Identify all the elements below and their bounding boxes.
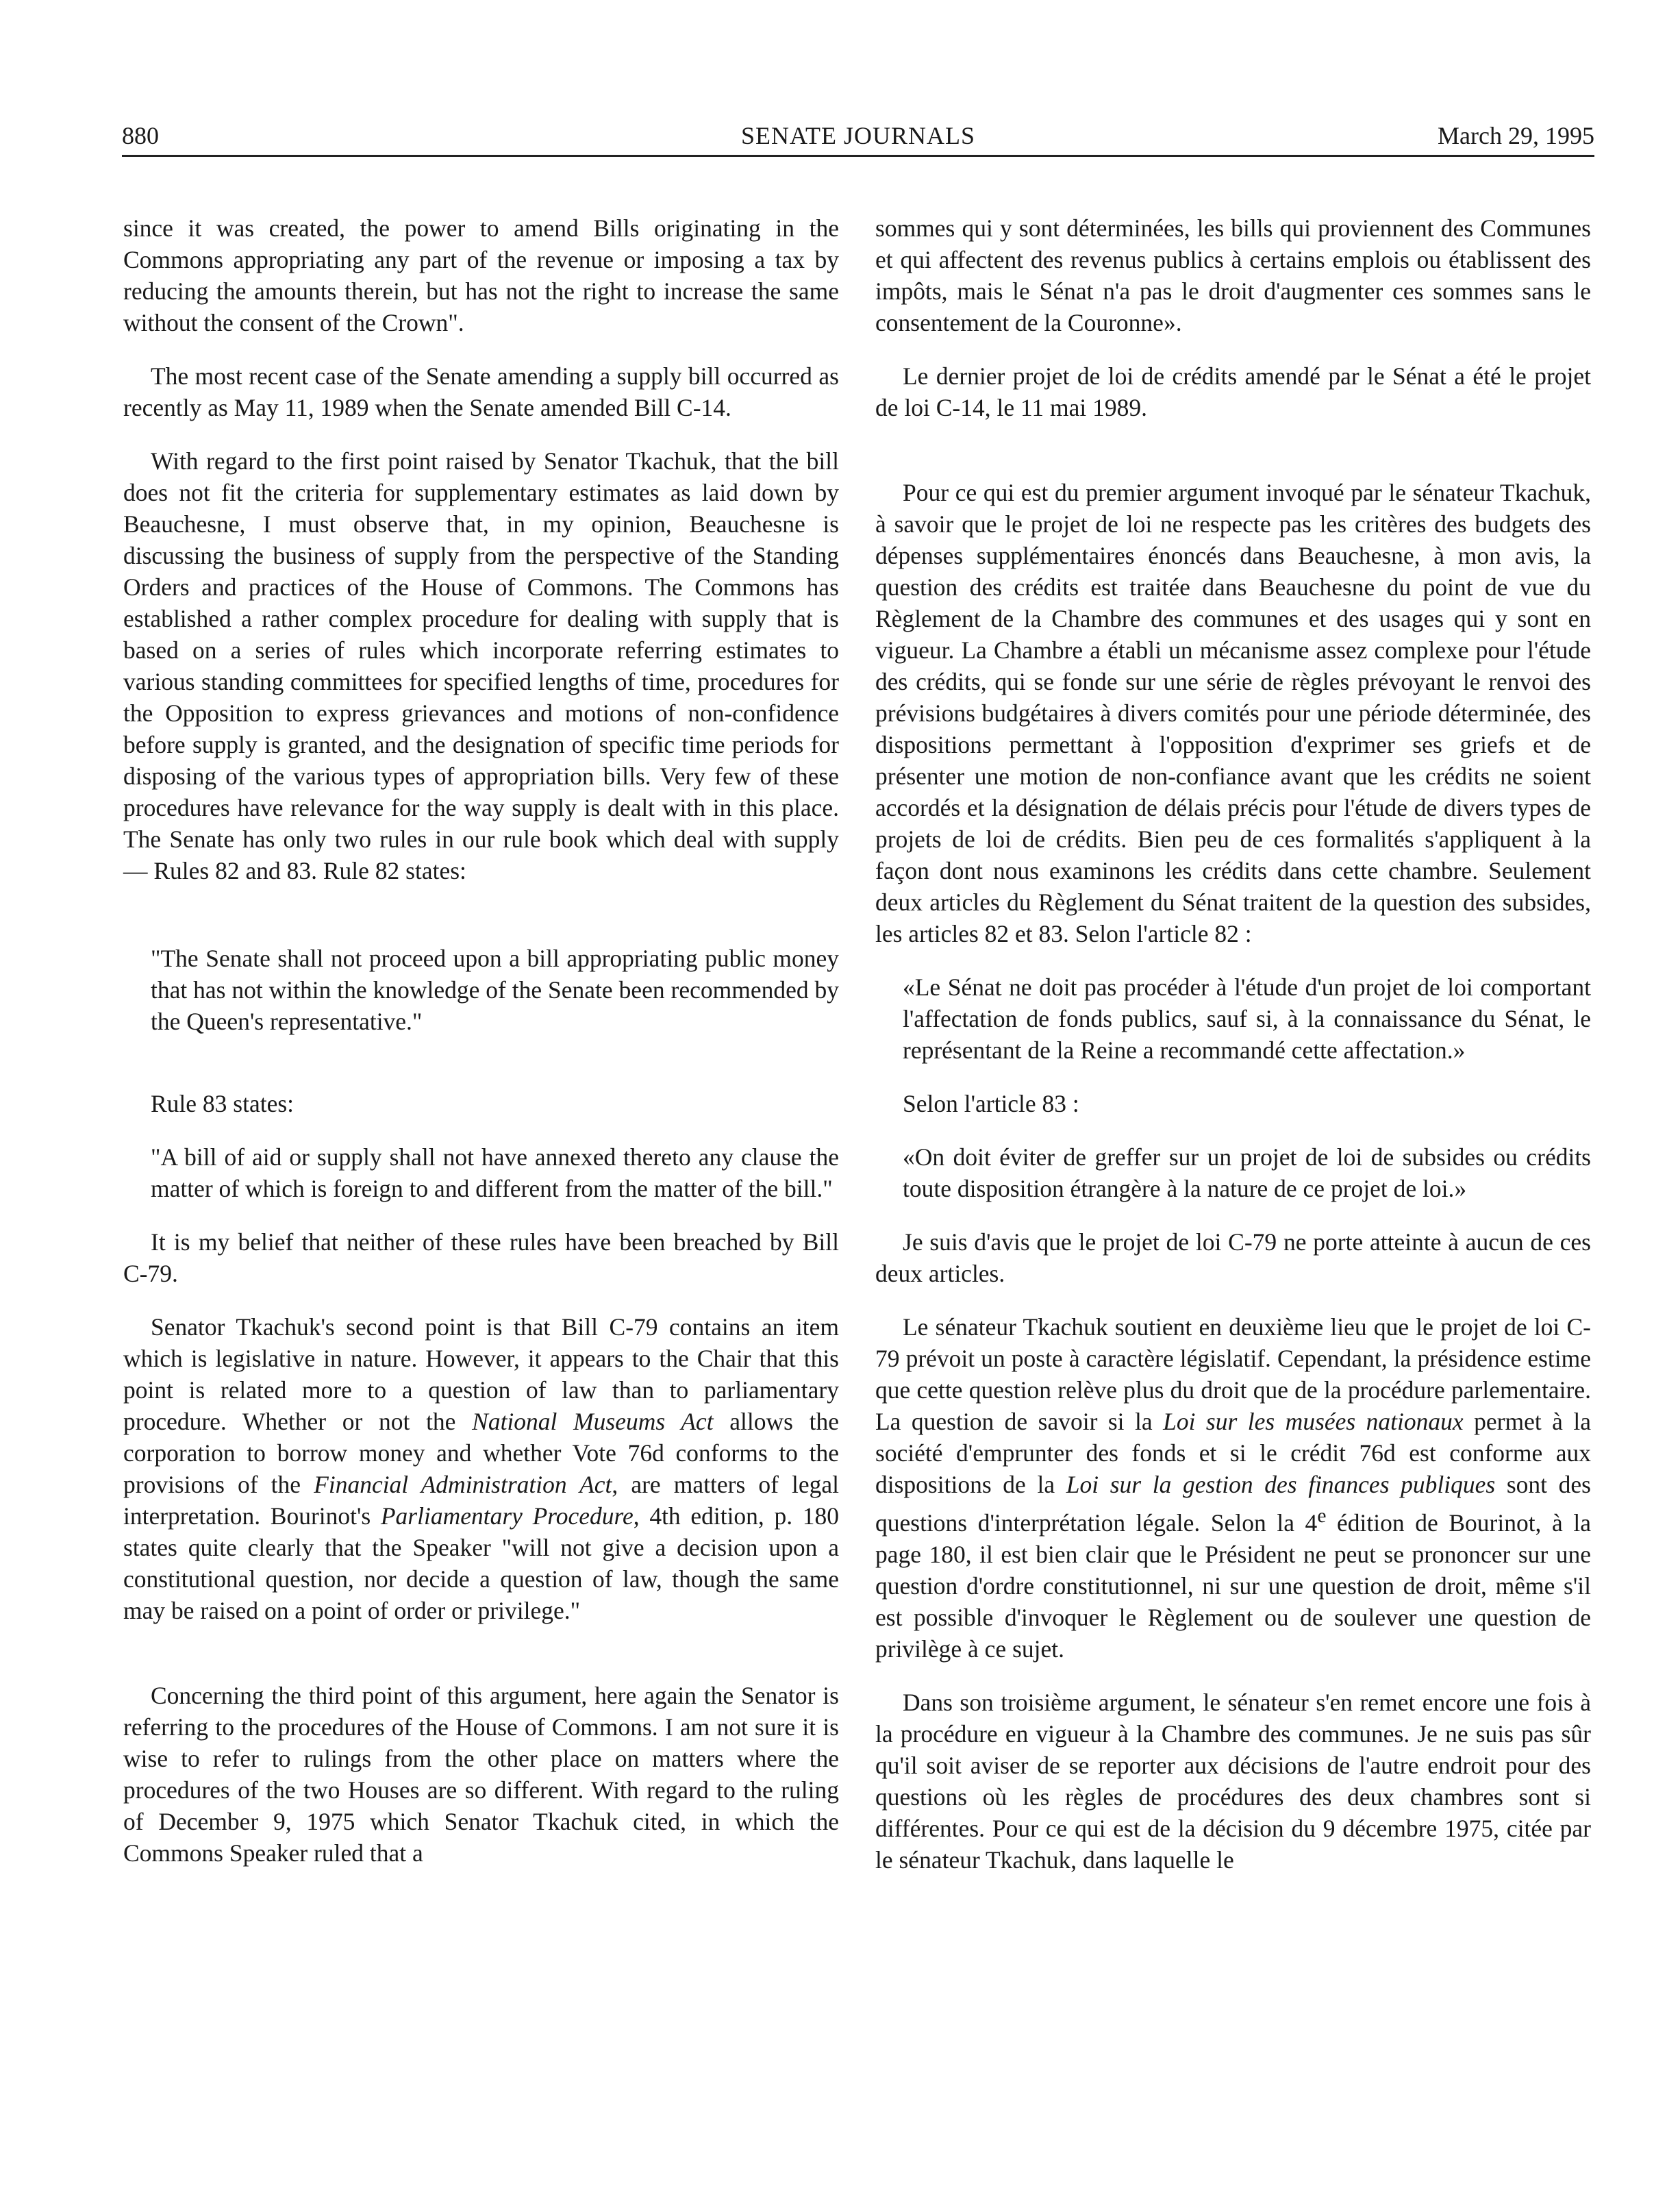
fr-p5-text-d: édition de Bourinot, à la page 180, il est bien clair que le Président ne peut se prononcer sur une question d'ordre constitutionnel, ni sur une question de droit, même s'il est possible d'invoquer le Règlement ou de soulever une question de privilège à ce sujet. [875,1508,1591,1663]
en-paragraph-3: With regard to the first point raised by Senator Tkachuk, that the bill does not fit the criteria for supplementary estimates as laid down by Beauchesne, I must observe that, in my opinion, Beauchesne is discussing the business of supply from the perspective of the Standing Orders and practices of the House of Commons. The Commons has established a rather complex procedure for dealing with supply that is based on a series of rules which incorporate referring estimates to various standing committees for specified lengths of time, procedures for the Opposition to express grievances and motions of non-confidence before supply is granted, and the designation of specific time periods for disposing of the various types of appropriation bills. Very few of these procedures have relevance for the way supply is dealt with in this place. The Senate has only two rules in our rule book which deal with supply — Rules 82 and 83. Rule 82 states: [123,447,839,884]
en-book-title-procedure: Parliamentary Procedure [380,1502,634,1530]
fr-rule-82-quote: «Le Sénat ne doit pas procéder à l'étude d'un projet de loi comportant l'affectation de fonds publics, sauf si, à la connaissance du Sénat, le représentant de la Reine a recommandé cette affectation.» [903,973,1591,1064]
en-paragraph-4: It is my belief that neither of these rules have been breached by Bill C-79. [123,1228,839,1287]
french-column [875,212,1591,1898]
en-paragraph-1: since it was created, the power to amend Bills originating in the Commons appropriating any part of the revenue or imposing a tax by reducing the amounts therein, but has not the right to increase the same without the consent of the Crown". [123,214,839,336]
journal-title: SENATE JOURNALS [740,122,976,149]
fr-act-title-finances: Loi sur la gestion des finances publiques [1066,1471,1496,1498]
en-act-title-financial: Financial Administration Act [314,1471,612,1498]
page-header [122,116,1594,157]
fr-paragraph-4: Je suis d'avis que le projet de loi C-79 ne porte atteinte à aucun de ces deux articles. [875,1228,1591,1287]
fr-paragraph-2: Le dernier projet de loi de crédits amendé par le Sénat a été le projet de loi C-14, le 11 mai 1989. [875,362,1591,421]
english-column [123,212,839,1891]
fr-rule-83-intro: Selon l'article 83 : [903,1090,1079,1117]
fr-paragraph-5 [875,1311,1591,1665]
en-p5-text-b: allows the corporation to borrow money and whether Vote 76d conforms to the provisions of the [123,1408,840,1498]
page-number: 880 [122,122,159,149]
fr-act-title-museums: Loi sur les musées nationaux [1163,1408,1464,1435]
en-paragraph-5 [123,1311,839,1626]
en-p5-text-d: , 4th edition, p. 180 states quite clearly that the Speaker "will not give a decision upon a constitutional question, nor decide a question of law, though the same may be raised on a point of order or privilege." [123,1502,839,1624]
fr-paragraph-1: sommes qui y sont déterminées, les bills qui proviennent des Communes et qui affectent des revenus publics à certains emplois ou établissent des impôts, mais le Sénat n'a pas le droit d'augmenter ces sommes sans le consentement de la Couronne». [875,214,1591,336]
en-paragraph-6: Concerning the third point of this argument, here again the Senator is referring to the procedures of the House of Commons. I am not sure it is wise to refer to rulings from the other place on matters where the procedures of the two Houses are so different. With regard to the ruling of December 9, 1975 which Senator Tkachuk cited, in which the Commons Speaker ruled that a [123,1682,839,1867]
en-rule-83-quote: "A bill of aid or supply shall not have annexed thereto any clause the matter of which is foreign to and different from the matter of the bill." [151,1143,839,1202]
en-p5-text-c: , are matters of legal interpretation. Bourinot's [123,1471,839,1530]
en-rule-82-quote: "The Senate shall not proceed upon a bill appropriating public money that has not within the knowledge of the Senate been recommended by the Queen's representative." [151,945,839,1035]
en-rule-83-intro: Rule 83 states: [151,1090,294,1117]
fr-edition-superscript: e [1317,1505,1327,1527]
fr-paragraph-3: Pour ce qui est du premier argument invoqué par le sénateur Tkachuk, à savoir que le projet de loi ne respecte pas les critères des budgets des dépenses supplémentaires énoncés dans Beauchesne, à mon avis, la question des crédits est traitée dans Beauchesne du point de vue du Règlement de la Chambre des communes et des usages qui y sont en vigueur. La Chambre a établi un mécanisme assez complexe pour l'étude des crédits, qui se fonde sur une série de règles prévoyant le renvoi des prévisions budgétaires à divers comités pour une période déterminée, des dispositions permettant à l'opposition d'exprimer ses griefs et de présenter une motion de non-confiance avant que les crédits ne soient accordés et la désignation de délais précis pour l'étude de divers types de projets de loi de crédits. Bien peu de ces formalités s'appliquent à la façon dont nous examinons les crédits dans cette chambre. Seulement deux articles du Règlement du Sénat traitent de la question des subsides, les articles 82 et 83. Selon l'article 82 : [875,479,1591,947]
journal-date: March 29, 1995 [1438,122,1594,149]
fr-p5-text-c: sont des questions d'interprétation légale. Selon la 4 [875,1471,1592,1537]
en-act-title-museums: National Museums Act [472,1408,714,1435]
en-paragraph-2: The most recent case of the Senate amending a supply bill occurred as recently as May 11, 1989 when the Senate amended Bill C-14. [123,362,839,421]
en-p5-text-a: Senator Tkachuk's second point is that Bill C-79 contains an item which is legislative in nature. However, it appears to the Chair that this point is related more to a question of law than to parliamentary procedure. Whether or not the [123,1313,839,1435]
fr-p5-text-a: Le sénateur Tkachuk soutient en deuxième lieu que le projet de loi C-79 prévoit un poste à caractère législatif. Cependant, la présidence estime que cette question relève plus du droit que de la procédure parlementaire. La question de savoir si la [875,1313,1591,1435]
fr-rule-83-quote: «On doit éviter de greffer sur un projet de loi de subsides ou crédits toute disposition étrangère à la nature de ce projet de loi.» [903,1143,1591,1202]
fr-p5-text-b: permet à la société d'emprunter des fonds et si le crédit 76d est conforme aux dispositions de la [875,1408,1592,1498]
fr-paragraph-6: Dans son troisième argument, le sénateur s'en remet encore une fois à la procédure en vigueur à la Chambre des communes. Je ne suis pas sûr qu'il soit aviser de se reporter aux décisions de l'autre endroit pour des questions où les règles de procédures des deux chambres sont si différentes. Pour ce qui est de la décision du 9 décembre 1975, citée par le sénateur Tkachuk, dans laquelle le [875,1688,1591,1874]
